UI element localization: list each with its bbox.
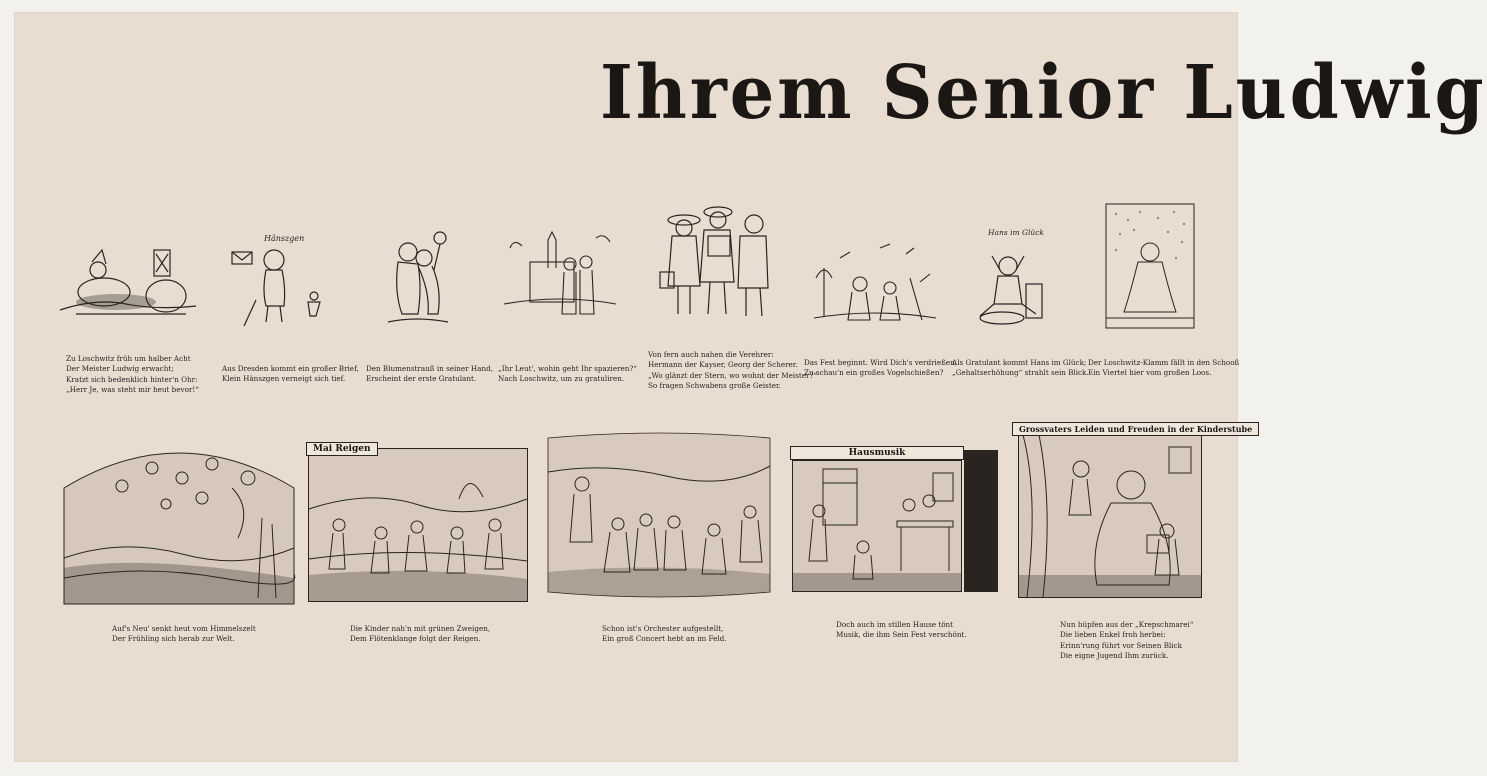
banner-hausmusik: Hausmusik: [790, 446, 964, 460]
scene-spring-descends: [62, 428, 296, 604]
page-title: Ihrem Senior Ludwig: [600, 50, 1487, 136]
scene-hausmusik: [792, 460, 962, 592]
scene-orchestra: [546, 432, 772, 600]
caption-6: Das Fest beginnt. Wird Dich's verdrießen, Zu schau'n ein großes Vogelschießen?: [804, 358, 958, 378]
haenszgen-label: Hänszgen: [264, 234, 305, 243]
vignette-letter: [224, 230, 334, 330]
hans-label: Hans im Glück: [988, 228, 1044, 237]
hausmusik-side-panel: [964, 450, 998, 592]
caption-10: Die Kinder nah'n mit grünen Zweigen, Dem Flötenklange folgt der Reigen.: [350, 624, 491, 644]
vignette-visitors: [656, 202, 782, 328]
vignette-hans-im-glueck: [974, 226, 1050, 330]
vignette-bird-shooting: [810, 238, 940, 332]
caption-5: Von fern auch nahen die Verehrer: Hermann der Kayser, Georg der Scherer. „Wo glänzt der Stern, wo wohnt der Meister?“ So fragen Schwabens große Geister.: [648, 350, 817, 391]
vignette-bouquet: [378, 222, 454, 330]
caption-4: „Ihr Leut', wohin geht Ihr spazieren?“ Nach Loschwitz, um zu gratuliren.: [498, 364, 637, 384]
vignette-walkers: [500, 218, 618, 330]
vignette-lottery: [1104, 200, 1196, 332]
caption-8: Der Loschwitz-Klamm fällt in den Schooß Ein Viertel hier vom großen Loos.: [1088, 358, 1240, 378]
caption-2: Aus Dresden kommt ein großer Brief, Klein Hänszgen verneigt sich tief.: [222, 364, 359, 384]
caption-12: Doch auch im stillen Hause tönt Musik, die ihm Sein Fest verschönt.: [836, 620, 967, 640]
vignette-waking-master: [56, 240, 202, 326]
caption-13: Nun hüpfen aus der „Krepschmarei“ Die lieben Enkel froh herbei: Erinn'rung führt vor Seinen Blick Die eigne Jugend Ihm zurück.: [1060, 620, 1194, 661]
scene-grandfather: [1018, 434, 1202, 598]
caption-1: Zu Loschwitz früh um halber Acht Der Meister Ludwig erwacht; Kratzt sich bedenklich hinter'n Ohr: „Herr Je, was steht mir heut bevor!“: [66, 354, 199, 395]
caption-3: Den Blumenstrauß in seiner Hand, Erscheint der erste Gratulant.: [366, 364, 493, 384]
caption-7: Als Gratulant kommt Hans im Glück; „Gehaltserhöhung“ strahlt sein Blick.: [952, 358, 1089, 378]
banner-mai-reigen: Mai Reigen: [306, 442, 378, 456]
scene-mai-reigen: [308, 448, 528, 602]
banner-grossvater: Grossvaters Leiden und Freuden in der Kinderstube: [1012, 422, 1259, 436]
caption-11: Schon ist's Orchester aufgestellt, Ein groß Concert hebt an im Feld.: [602, 624, 727, 644]
caption-9: Auf's Neu' senkt heut vom Himmelszelt Der Frühling sich herab zur Welt.: [112, 624, 256, 644]
